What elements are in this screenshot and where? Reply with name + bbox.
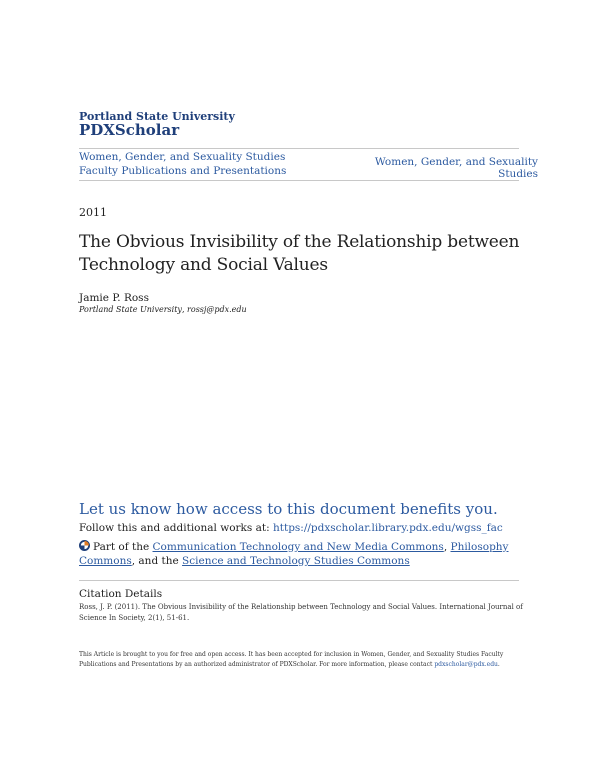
disclaimer-text: This Article is brought to you for free and open access. It has been accepted for inclusion in Women, Gender, and Sexuality Studies Faculty Publications and Presentations by an authorized administrator of PDXScholar. For more information, please contact xyxy=(79,651,504,668)
publication-year: 2011 xyxy=(79,206,107,219)
contact-email-link[interactable]: pdxscholar@pdx.edu xyxy=(434,661,498,668)
part-of-label: Part of the xyxy=(93,541,150,553)
discipline-link-philosophy[interactable]: Philosophy Commons xyxy=(79,541,509,567)
collection-url-link[interactable]: https://pdxscholar.library.pdx.edu/wgss_fac xyxy=(273,522,503,534)
discipline-link-communication[interactable]: Communication Technology and New Media Commons xyxy=(152,541,444,553)
university-name: Portland State University xyxy=(79,110,235,123)
series-link[interactable]: Women, Gender, and Sexuality Studies Faculty Publications and Presentations xyxy=(79,151,287,177)
author-email[interactable]: rossj@pdx.edu xyxy=(187,305,247,314)
discipline-link-sts[interactable]: Science and Technology Studies Commons xyxy=(182,555,410,567)
follow-line xyxy=(79,522,503,534)
follow-label: Follow this and additional works at: xyxy=(79,522,270,534)
department-link[interactable]: Women, Gender, and Sexuality Studies xyxy=(374,156,538,180)
citation-divider xyxy=(79,580,519,581)
disciplines-list: Part of the Communication Technology and New Media Commons, Philosophy Commons, and the Science and Technology Studies Commons xyxy=(79,541,509,567)
author-name: Jamie P. Ross xyxy=(79,292,149,304)
document-title: The Obvious Invisibility of the Relationship between Technology and Social Values xyxy=(79,232,520,275)
benefits-link[interactable]: Let us know how access to this document benefits you. xyxy=(79,500,498,518)
commons-icon xyxy=(79,540,90,551)
top-divider xyxy=(79,148,519,149)
repository-logo-text[interactable]: PDXScholar xyxy=(79,121,180,139)
access-disclaimer: This Article is brought to you for free and open access. It has been accepted for inclusion in Women, Gender, and Sexuality Studies Faculty Publications and Presentations by an authorized administrator of PDXScholar. For more information, please contact pdxscholar@pdx.edu. xyxy=(79,651,504,668)
affiliation-name: Portland State University xyxy=(79,305,182,314)
citation-heading: Citation Details xyxy=(79,588,163,600)
author-affiliation: Portland State University, rossj@pdx.edu xyxy=(79,305,247,314)
citation-text: Ross, J. P. (2011). The Obvious Invisibility of the Relationship between Technology and Social Values. International Journal of Science In Society, 2(1), 51-61. xyxy=(79,603,523,622)
header-divider xyxy=(79,180,519,181)
